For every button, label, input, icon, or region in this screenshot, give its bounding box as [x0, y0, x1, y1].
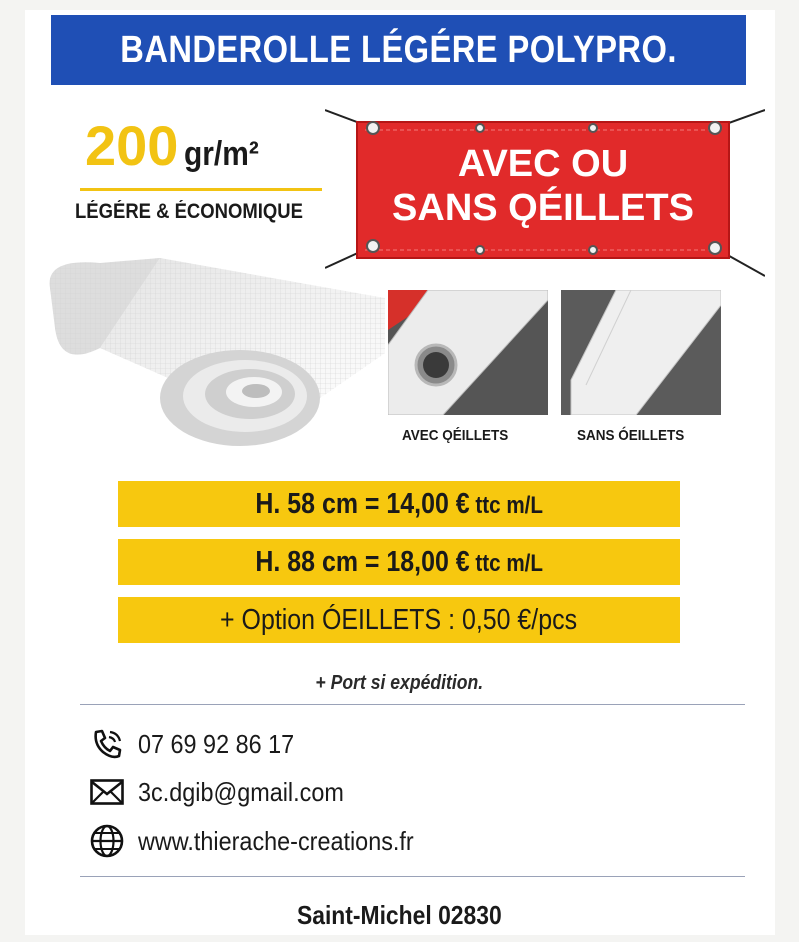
label-with-eyelets: AVEC ǪÉILLETS [402, 427, 509, 444]
price-row-option [118, 597, 680, 643]
website-url: www.thierache-creations.fr [138, 825, 414, 856]
location-text: Saint-Michel 02830 [297, 900, 502, 930]
contact-website[interactable] [88, 823, 444, 859]
globe-icon [88, 824, 126, 858]
photo-with-eyelets [388, 290, 548, 415]
price-58-suffix: ttc m/L [469, 491, 543, 519]
weight-underline [80, 188, 322, 191]
divider-bottom [80, 876, 745, 877]
photo-without-eyelets [561, 290, 721, 415]
phone-icon [88, 727, 126, 761]
banner-line-2: SANS ǪÉILLETS [392, 187, 694, 229]
red-banner-illustration [325, 108, 765, 278]
weight-value: 200 [85, 114, 179, 177]
price-58-main: H. 58 cm = 14,00 € [255, 487, 470, 520]
title-banner [51, 15, 746, 85]
shipping-text: + Port si expédition. [315, 672, 484, 694]
price-88-main: H. 88 cm = 18,00 € [255, 545, 470, 578]
weight-block [85, 114, 325, 190]
price-88-suffix: ttc m/L [469, 549, 543, 577]
polypro-roll-illustration [40, 248, 385, 448]
price-row-58cm [118, 481, 680, 527]
divider-top [80, 704, 745, 705]
shipping-note [0, 672, 799, 695]
phone-number: 07 69 92 86 17 [138, 728, 295, 759]
option-price: + Option ÓEILLETS : 0,50 €/pcs [220, 603, 578, 636]
label-without-eyelets: SANS ÓEILLETS [577, 427, 685, 444]
envelope-icon [88, 775, 126, 809]
contact-email[interactable] [88, 774, 367, 810]
subtitle: LÉGÉRE & ÉCONOMIQUE [75, 200, 303, 223]
page-title: BANDEROLLE LÉGÉRE POLYPRO. [120, 28, 677, 71]
banner-line-1: AVEC OU [457, 143, 629, 185]
weight-unit: gr/m² [184, 135, 260, 173]
email-address: 3c.dgib@gmail.com [138, 776, 344, 807]
price-row-88cm [118, 539, 680, 585]
location [0, 900, 799, 931]
contact-phone[interactable] [88, 726, 312, 762]
